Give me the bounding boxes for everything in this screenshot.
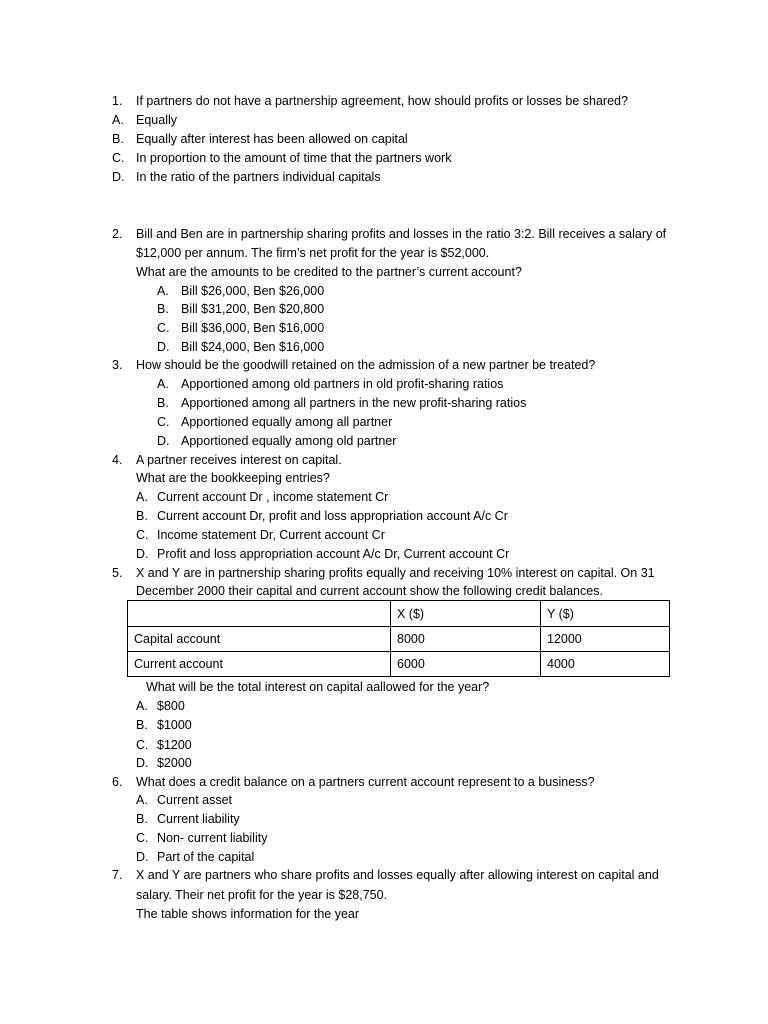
question-text: December 2000 their capital and current account show the following credit balances. xyxy=(136,584,603,598)
question-text: X and Y are in partnership sharing profits equally and receiving 10% interest on capital. On 31 xyxy=(136,566,655,580)
table-header-row xyxy=(128,601,670,627)
question-text: The table shows information for the year xyxy=(136,907,360,921)
question-text: salary. Their net profit for the year is $28,750. xyxy=(136,888,388,902)
option-text: Income statement Dr, Current account Cr xyxy=(157,528,385,542)
option-letter: D. xyxy=(157,434,170,448)
option-text: Current account Dr, profit and loss appropriation account A/c Cr xyxy=(157,509,508,523)
option-letter: C. xyxy=(136,528,149,542)
option-text: Bill $24,000, Ben $16,000 xyxy=(181,340,325,354)
option-letter: C. xyxy=(136,738,149,752)
question-text: X and Y are partners who share profits and losses equally after allowing interest on capital and xyxy=(136,868,659,882)
option-text: Equally after interest has been allowed on capital xyxy=(136,132,408,146)
option-letter: C. xyxy=(157,415,170,429)
option-text: Current asset xyxy=(157,793,233,807)
question-text: What are the amounts to be credited to the partner’s current account? xyxy=(136,265,522,279)
option-letter: C. xyxy=(136,831,149,845)
option-letter: A. xyxy=(157,284,169,298)
option-letter: B. xyxy=(136,718,148,732)
question-number: 6. xyxy=(112,775,123,789)
question-number: 3. xyxy=(112,358,123,372)
question-text: How should be the goodwill retained on the admission of a new partner be treated? xyxy=(136,358,596,372)
option-letter: C. xyxy=(112,151,125,165)
option-text: $2000 xyxy=(157,756,192,770)
option-letter: B. xyxy=(112,132,124,146)
question-number: 7. xyxy=(112,868,123,882)
question-text: $12,000 per annum. The firm’s net profit for the year is $52,000. xyxy=(136,246,490,260)
table-cell: 4000 xyxy=(541,652,670,677)
option-letter: D. xyxy=(136,850,149,864)
option-letter: A. xyxy=(136,699,148,713)
option-letter: B. xyxy=(136,509,148,523)
table-row xyxy=(128,627,670,652)
question-text: What will be the total interest on capital aallowed for the year? xyxy=(146,680,490,694)
option-letter: D. xyxy=(112,170,125,184)
option-text: $800 xyxy=(157,699,185,713)
option-text: Bill $31,200, Ben $20,800 xyxy=(181,302,325,316)
option-text: Equally xyxy=(136,113,177,127)
table-cell: Current account xyxy=(128,652,391,677)
question-text: Bill and Ben are in partnership sharing profits and losses in the ratio 3:2. Bill receives a salary of xyxy=(136,227,667,241)
option-letter: C. xyxy=(157,321,170,335)
table-cell: 8000 xyxy=(391,627,541,652)
question-number: 2. xyxy=(112,227,123,241)
option-text: Part of the capital xyxy=(157,850,255,864)
option-text: Current account Dr , income statement Cr xyxy=(157,490,389,504)
table-cell: 12000 xyxy=(541,627,670,652)
question-text: If partners do not have a partnership agreement, how should profits or losses be shared? xyxy=(136,94,628,108)
option-text: Apportioned equally among all partner xyxy=(181,415,393,429)
option-text: Apportioned among all partners in the new profit-sharing ratios xyxy=(181,396,527,410)
option-letter: B. xyxy=(157,302,169,316)
option-text: Bill $36,000, Ben $16,000 xyxy=(181,321,325,335)
question-number: 4. xyxy=(112,453,123,467)
option-letter: D. xyxy=(136,547,149,561)
question-number: 1. xyxy=(112,94,123,108)
option-letter: D. xyxy=(157,340,170,354)
option-text: Current liability xyxy=(157,812,240,826)
option-text: Profit and loss appropriation account A/c Dr, Current account Cr xyxy=(157,547,510,561)
question-text: A partner receives interest on capital. xyxy=(136,453,342,467)
table-header-cell: X ($) xyxy=(391,601,541,627)
question-text: What does a credit balance on a partners current account represent to a business? xyxy=(136,775,595,789)
table-row xyxy=(128,652,670,677)
table-cell: 6000 xyxy=(391,652,541,677)
question-number: 5. xyxy=(112,566,123,580)
table-cell: Capital account xyxy=(128,627,391,652)
table-header-cell xyxy=(128,601,391,627)
option-text: In proportion to the amount of time that the partners work xyxy=(136,151,452,165)
option-text: In the ratio of the partners individual capitals xyxy=(136,170,381,184)
option-text: $1000 xyxy=(157,718,192,732)
table-header-cell: Y ($) xyxy=(541,601,670,627)
credit-balances-table xyxy=(127,600,670,677)
option-letter: A. xyxy=(157,377,169,391)
option-letter: B. xyxy=(136,812,148,826)
question-text: What are the bookkeeping entries? xyxy=(136,471,330,485)
option-text: Apportioned among old partners in old profit-sharing ratios xyxy=(181,377,504,391)
option-text: Non- current liability xyxy=(157,831,268,845)
option-text: $1200 xyxy=(157,738,192,752)
option-letter: D. xyxy=(136,756,149,770)
option-letter: A. xyxy=(112,113,124,127)
option-letter: B. xyxy=(157,396,169,410)
option-text: Apportioned equally among old partner xyxy=(181,434,397,448)
option-letter: A. xyxy=(136,490,148,504)
option-text: Bill $26,000, Ben $26,000 xyxy=(181,284,325,298)
option-letter: A. xyxy=(136,793,148,807)
